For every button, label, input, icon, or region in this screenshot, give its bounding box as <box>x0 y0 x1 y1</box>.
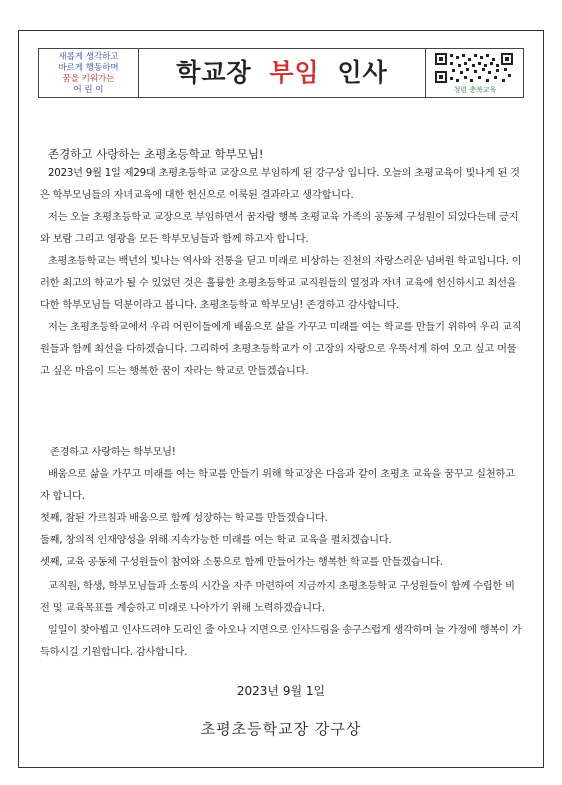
title-word: 학교장 <box>176 58 252 87</box>
signature: 초평초등학교장 강구상 <box>200 720 362 738</box>
paragraph: 초평초등학교는 백년의 빛나는 역사와 전통을 딛고 미래로 비상하는 진천의 자랑스러운 넘버원 학교입니다. 이러한 최고의 학교가 될 수 있었던 것은 훌륭한 초평초등학교 교직원들의 열정과 자녀 교육에 헌신하시고 최선을 다한 학부모님들 덕분이라고 봅니다. 초평초등학교 학부모님! 존경하고 감사합니다. <box>40 256 522 311</box>
slogan-line: 새롭게 생각하고 <box>58 52 119 62</box>
plan-section <box>40 442 522 574</box>
qr-box <box>425 49 523 97</box>
letter-date: 2023년 9월 1일 <box>236 684 326 698</box>
slogan-line: 바르게 행동하며 <box>58 63 119 73</box>
paragraph: 저는 오늘 초평초등학교 교장으로 부임하면서 꿈자람 행복 초평교육 가족의 공동체 구성원이 되었다는데 긍지와 보람 그리고 영광을 모든 학부모님들과 함께 하고자 합니다. <box>40 212 519 245</box>
paragraph: 저는 초평초등학교에서 우리 어린이들에게 배움으로 삶을 가꾸고 미래를 여는 학교를 만들기 위하여 우리 교직원들과 함께 최선을 다하겠습니다. 그리하여 초평초등학교가 이 고장의 자랑으로 우뚝서게 하여 오고 싶고 머물고 싶은 마음이 드는 행복한 꿈이 자라는 학교로 만들겠습니다. <box>40 322 522 377</box>
paragraph: 2023년 9월 1일 제29대 초평초등학교 교장으로 부임하게 된 강구상 입니다. 오늘의 초평교육이 빛나게 된 것은 학부모님들의 자녀교육에 대한 헌신으로 이룩된 결과라고 생각합니다. <box>40 168 520 201</box>
plan-item: 둘째, 창의적 인재양성을 위해 지속가능한 미래를 여는 학교 교육을 펼치겠습니다. <box>40 535 392 546</box>
school-slogan <box>39 49 139 97</box>
plan-intro: 배움으로 삶을 가꾸고 미래를 여는 학교를 만들기 위해 학교장은 다음과 같이 초평초 교육을 꿈꾸고 실천하고자 합니다. <box>40 469 515 502</box>
letter-body <box>40 163 522 383</box>
title-word: 부임 <box>269 58 320 87</box>
closing-paragraph: 교직원, 학생, 학부모님들과 소통의 시간을 자주 마련하여 지금까지 초평초등학교 구성원들이 함께 수립한 비전 및 교육목표를 계승하고 미래로 나아가기 위해 노력하겠습니다. <box>40 581 515 614</box>
plan-item: 셋째, 교육 공동체 구성원들이 참여와 소통으로 함께 만들어가는 행복한 학교를 만들겠습니다. <box>40 557 443 568</box>
qr-code-icon[interactable] <box>434 52 514 84</box>
qr-caption: 청렴 충북교육 <box>453 86 497 94</box>
slogan-line: 어 린 이 <box>73 85 104 95</box>
title-word-accent <box>269 58 329 87</box>
plan-item: 첫째, 참된 가르침과 배움으로 함께 성장하는 학교를 만들겠습니다. <box>40 513 328 524</box>
page-title <box>139 49 425 97</box>
closing-section <box>40 576 522 664</box>
slogan-line: 꿈을 키워가는 <box>62 74 115 84</box>
closing-paragraph: 일일이 찾아뵙고 인사드려야 도리인 줄 아오나 지면으로 인사드림을 송구스럽게 생각하며 늘 가정에 행복이 가득하시길 기원합니다. 감사합니다. <box>40 625 522 658</box>
greeting: 존경하고 사랑하는 초평초등학교 학부모님! <box>48 147 264 161</box>
header-box <box>38 48 524 98</box>
greeting-2: 존경하고 사랑하는 학부모님! <box>50 447 176 458</box>
title-word: 인사 <box>337 58 388 87</box>
